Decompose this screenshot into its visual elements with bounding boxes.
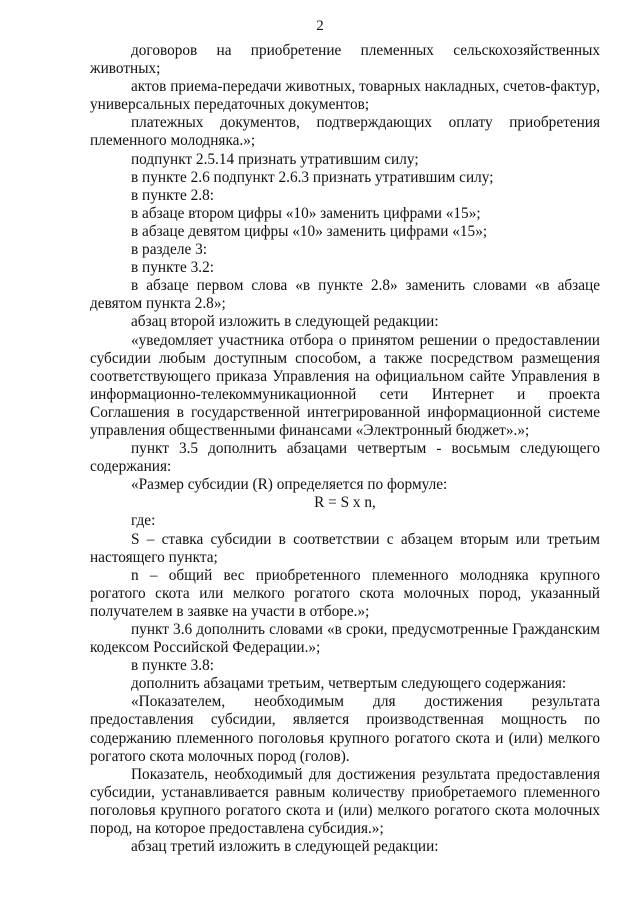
paragraph: подпункт 2.5.14 признать утратившим силу; — [131, 150, 419, 168]
paragraph: платежных документов, подтверждающих оплату приобретения племенного молодняка.»; — [90, 114, 600, 150]
paragraph: «Размер субсидии (R) определяется по формуле: — [131, 476, 448, 494]
page-number: 2 — [316, 18, 324, 34]
paragraph: дополнить абзацами третьим, четвертым следующего содержания: — [131, 675, 567, 693]
paragraph: абзац второй изложить в следующей редакции: — [131, 313, 439, 331]
paragraph: в абзаце девятом цифры «10» заменить цифрами «15»; — [131, 222, 488, 240]
paragraph: «уведомляет участника отбора о принятом решении о предоставлении субсидии любым доступным способом, а также посредством размещения соответствующего приказа Управления на официальном сайте Управления в информационно-телекоммуникационной сети Интернет и проекта Соглашения в государственной интегрированной информационной системе управления общественными финансами «Электронный бюджет».»; — [90, 331, 600, 439]
paragraph: в абзаце первом слова «в пункте 2.8» заменить словами «в абзаце девятом пункта 2.8»; — [90, 277, 600, 313]
paragraph: актов приема-передачи животных, товарных накладных, счетов-фактур, универсальных передаточных документов; — [90, 78, 600, 114]
paragraph: абзац третий изложить в следующей редакции: — [131, 838, 439, 856]
paragraph: n – общий вес приобретенного племенного молодняка крупного рогатого скота или мелкого рогатого скота молочных пород, указанный получателем в заявке на участи в отборе.»; — [90, 566, 600, 620]
paragraph: в абзаце втором цифры «10» заменить цифрами «15»; — [131, 204, 481, 222]
paragraph: S – ставка субсидии в соответствии с абзацем вторым или третьим настоящего пункта; — [90, 530, 600, 566]
paragraph: в пункте 3.8: — [131, 657, 214, 675]
paragraph: пункт 3.6 дополнить словами «в сроки, предусмотренные Гражданским кодексом Российской Федерации.»; — [90, 621, 600, 657]
paragraph: Показатель, необходимый для достижения результата предоставления субсидии, устанавливается равным количеству приобретаемого племенного поголовья крупного рогатого скота и (или) мелкого рогатого скота молочных пород, на которое предоставлена субсидия.»; — [90, 765, 600, 838]
paragraph: «Показателем, необходимым для достижения результата предоставления субсидии, является производственная мощность по содержанию племенного поголовья крупного рогатого скота и (или) мелкого рогатого скота молочных пород (голов). — [90, 693, 600, 765]
paragraph: в разделе 3: — [131, 241, 207, 259]
paragraph: пункт 3.5 дополнить абзацами четвертым - восьмым следующего содержания: — [90, 440, 600, 476]
paragraph: в пункте 2.6 подпункт 2.6.3 признать утратившим силу; — [131, 168, 494, 186]
paragraph: в пункте 2.8: — [131, 186, 214, 204]
paragraph: где: — [131, 512, 156, 530]
paragraph: в пункте 3.2: — [131, 259, 214, 277]
paragraph: договоров на приобретение племенных сельскохозяйственных животных; — [90, 42, 600, 78]
formula: R = S x n, — [314, 494, 376, 512]
document-body — [90, 42, 600, 856]
